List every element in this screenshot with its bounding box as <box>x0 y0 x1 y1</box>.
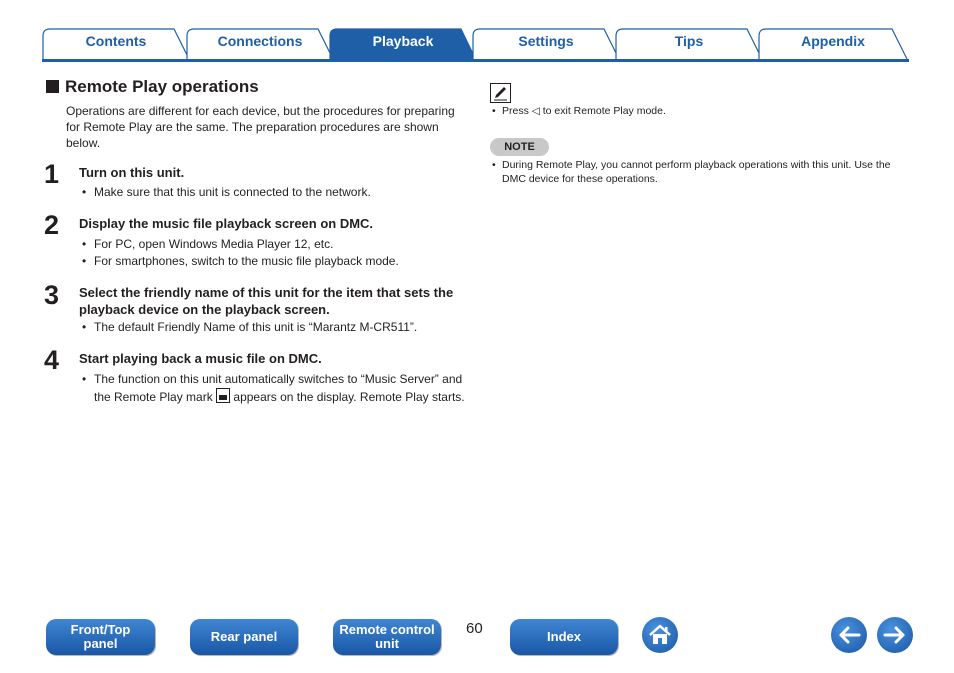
step-bullet <box>82 370 466 406</box>
front-top-panel-button[interactable] <box>46 619 155 655</box>
step-title: Start playing back a music file on DMC. <box>79 351 322 366</box>
tab-label: Contents <box>85 32 147 49</box>
tab-label: Settings <box>518 32 574 49</box>
arrow-right-icon <box>877 617 913 653</box>
note-badge: NOTE <box>490 138 549 156</box>
previous-page-button[interactable] <box>831 617 867 653</box>
tab-label: Connections <box>217 32 303 49</box>
tab-label: Appendix <box>801 32 865 49</box>
step-title: Select the friendly name of this unit for the item that sets the playback device on the playback screen. <box>79 285 454 317</box>
section-title <box>46 77 259 97</box>
button-label: Front/Top panel <box>70 622 131 651</box>
intro-paragraph: Operations are different for each device, but the procedures for preparing for Remote Play are the same. The preparation procedures are shown below. <box>66 104 455 150</box>
home-icon <box>642 617 678 653</box>
section-title-text: Remote Play operations <box>65 77 259 96</box>
button-label: Index <box>547 629 581 644</box>
rear-panel-button[interactable] <box>190 619 298 655</box>
next-page-button[interactable] <box>877 617 913 653</box>
page-number: 60 <box>466 620 483 637</box>
step-bullet: • Make sure that this unit is connected to the network. <box>82 184 474 201</box>
tab-underline <box>42 59 909 62</box>
button-label: Remote control unit <box>339 622 435 651</box>
arrow-left-icon <box>831 617 867 653</box>
step-number: 3 <box>44 280 60 310</box>
step-number: 2 <box>44 210 60 240</box>
step-bullet: • The default Friendly Name of this unit is “Marantz M-CR511”. <box>82 319 474 336</box>
memo-pencil-icon <box>490 83 511 103</box>
step-title: Display the music file playback screen on DMC. <box>79 216 374 231</box>
memo-bullet: • Press ◁ to exit Remote Play mode. <box>492 104 912 118</box>
remote-play-mark-icon <box>216 388 230 403</box>
tab-appendix[interactable] <box>758 28 908 60</box>
tab-contents[interactable] <box>42 28 190 60</box>
button-label: Rear panel <box>210 629 278 644</box>
bullet-text: The function on this unit automatically switches to “Music Server” and the Remote Play mark <box>94 372 463 404</box>
index-button[interactable] <box>510 619 618 655</box>
bullet-text: appears on the display. Remote Play starts. <box>233 390 465 404</box>
tab-label: Playback <box>372 32 434 49</box>
tab-playback[interactable] <box>329 28 477 60</box>
step-title: Turn on this unit. <box>79 165 185 180</box>
tab-bar <box>0 0 954 64</box>
note-bullet: • During Remote Play, you cannot perform playback operations with this unit. Use the DMC device for these operations. <box>492 158 912 186</box>
step-number: 1 <box>44 159 60 189</box>
tab-tips[interactable] <box>615 28 763 60</box>
step-bullet: • For smartphones, switch to the music file playback mode. <box>82 253 474 270</box>
home-button[interactable] <box>642 617 678 653</box>
step-bullet: • For PC, open Windows Media Player 12, etc. <box>82 236 474 253</box>
tab-label: Tips <box>674 32 704 49</box>
tab-connections[interactable] <box>186 28 334 60</box>
step-number: 4 <box>44 345 60 375</box>
square-bullet-icon <box>46 80 59 93</box>
remote-control-unit-button[interactable] <box>333 619 441 655</box>
tab-settings[interactable] <box>472 28 620 60</box>
